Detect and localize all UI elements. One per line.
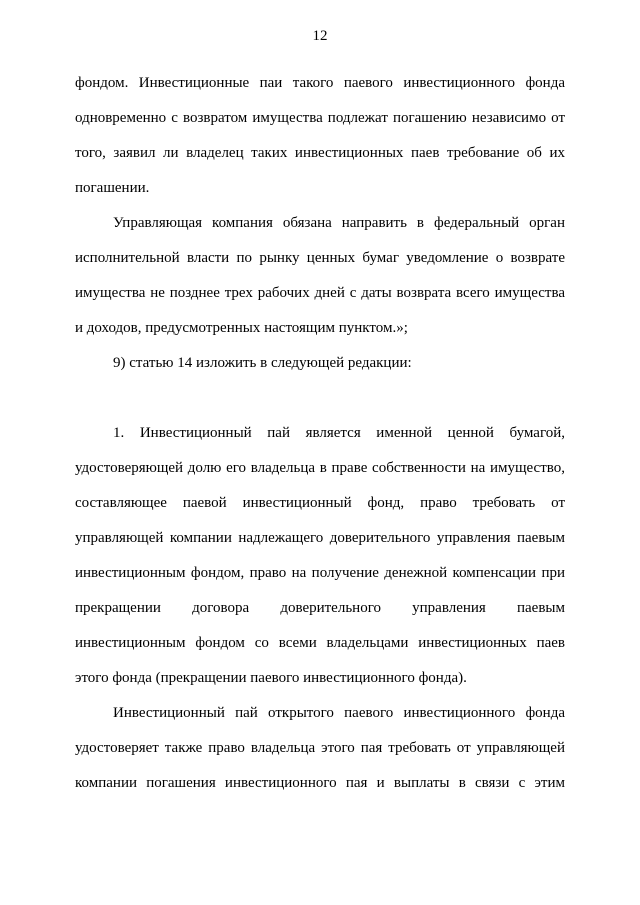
text-line: компании погашения инвестиционного пая и выплаты в связи с этим xyxy=(75,775,565,791)
page-number: 12 xyxy=(312,28,328,44)
text-line: одновременно с возвратом имущества подлежат погашению независимо от xyxy=(75,110,565,126)
article-heading xyxy=(75,381,565,416)
text-line: фондом. Инвестиционные паи такого паевого инвестиционного фонда xyxy=(75,75,565,91)
text-line: погашении. xyxy=(75,180,150,196)
text-line: прекращении договора доверительного управления паевым xyxy=(75,600,565,616)
paragraph-4 xyxy=(75,416,565,696)
paragraph-1 xyxy=(75,66,565,206)
paragraph-5 xyxy=(75,696,565,801)
text-line: удостоверяет также право владельца этого пая требовать от управляющей xyxy=(75,740,565,756)
text-line: исполнительной власти по рынку ценных бумаг уведомление о возврате xyxy=(75,250,565,266)
text-line: Инвестиционный пай открытого паевого инвестиционного фонда xyxy=(113,705,565,721)
text-line: Управляющая компания обязана направить в федеральный орган xyxy=(113,215,565,231)
text-line: удостоверяющей долю его владельца в праве собственности на имущество, xyxy=(75,460,565,476)
text-line: имущества не позднее трех рабочих дней с даты возврата всего имущества xyxy=(75,285,565,301)
text-line: 1. Инвестиционный пай является именной ценной бумагой, xyxy=(113,425,565,441)
text-line: этого фонда (прекращении паевого инвестиционного фонда). xyxy=(75,670,467,686)
text-line: 9) статью 14 изложить в следующей редакции: xyxy=(113,355,412,371)
paragraph-2 xyxy=(75,206,565,346)
text-line: управляющей компании надлежащего доверительного управления паевым xyxy=(75,530,565,546)
text-line: инвестиционным фондом, право на получение денежной компенсации при xyxy=(75,565,565,581)
text-line: и доходов, предусмотренных настоящим пунктом.»; xyxy=(75,320,408,336)
text-line: того, заявил ли владелец таких инвестиционных паев требование об их xyxy=(75,145,565,161)
document-body xyxy=(75,66,565,801)
text-line: инвестиционным фондом со всеми владельцами инвестиционных паев xyxy=(75,635,565,651)
paragraph-3 xyxy=(75,346,565,381)
text-line: составляющее паевой инвестиционный фонд, право требовать от xyxy=(75,495,565,511)
